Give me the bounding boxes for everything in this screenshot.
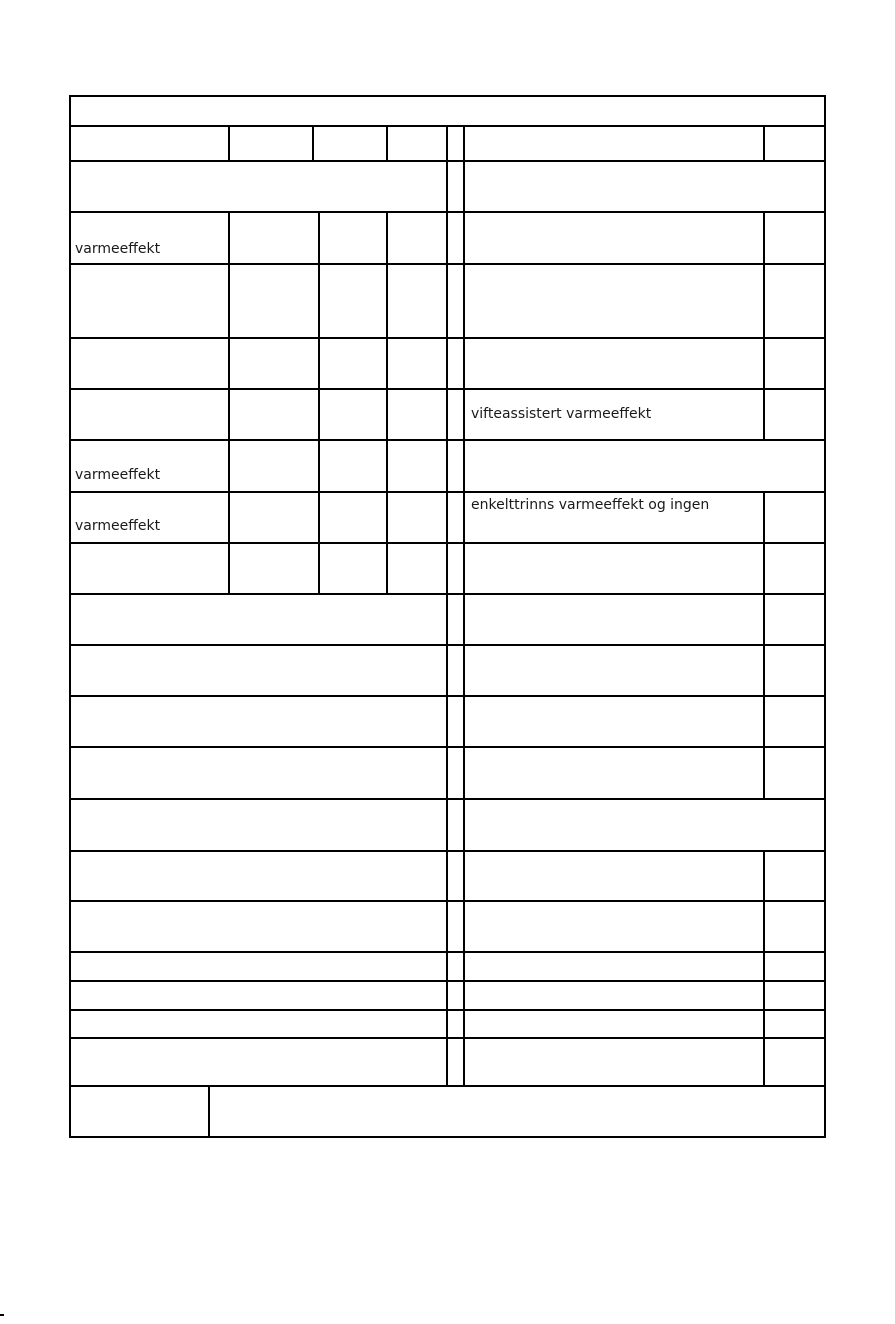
column-divider [763, 850, 765, 1086]
column-divider [763, 491, 765, 800]
cell-text: enkelttrinns varmeeffekt og ingen [471, 497, 710, 513]
column-divider [763, 125, 765, 162]
column-divider [386, 125, 388, 162]
column-divider [318, 211, 320, 594]
table-border-bottom [69, 1136, 826, 1138]
cell-text: vifteassistert varmeeffekt [471, 406, 652, 422]
column-divider [228, 125, 230, 162]
column-divider [312, 125, 314, 162]
column-divider [386, 211, 388, 594]
separator-column-right-edge [463, 125, 465, 1086]
cell-text: varmeeffekt [75, 518, 161, 534]
column-divider [763, 211, 765, 441]
cell-text: varmeeffekt [75, 467, 161, 483]
separator-column-left-edge [446, 125, 448, 1086]
column-divider [208, 1085, 210, 1138]
cell-text: varmeeffekt [75, 241, 161, 257]
table-border-top [69, 95, 826, 97]
page-corner-mark [0, 1314, 4, 1316]
column-divider [228, 211, 230, 594]
